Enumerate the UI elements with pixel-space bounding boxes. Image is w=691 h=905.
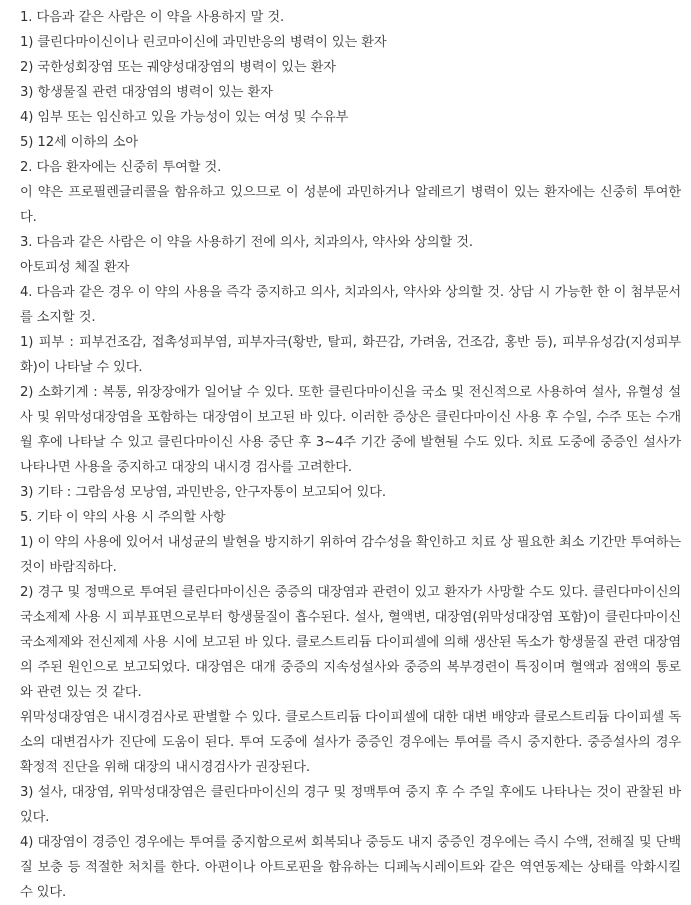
list-item: 4) 대장염이 경증인 경우에는 투여를 중지함으로써 회복되나 중등도 내지 중증인 경우에는 즉시 수액, 전해질 및 단백질 보충 등 적절한 처치를 한다. 아편이나 아트로핀을 함유하는 디페녹시레이트와 같은 역연동제는 상태를 악화시킬 수 있다. <box>20 835 681 900</box>
list-item: 4) 임부 또는 임신하고 있을 가능성이 있는 여성 및 수유부 <box>20 110 349 125</box>
list-item: 1) 이 약의 사용에 있어서 내성균의 발현을 방지하기 위하여 감수성을 확인하고 치료 상 필요한 최소 기간만 투여하는 것이 바람직하다. <box>20 535 681 575</box>
paragraph: 아토피성 체질 환자 <box>20 260 130 275</box>
list-item: 1) 클린다마이신이나 린코마이신에 과민반응의 병력이 있는 환자 <box>20 35 387 50</box>
list-item: 2) 국한성회장염 또는 궤양성대장염의 병력이 있는 환자 <box>20 60 336 75</box>
contraindication-heading: 1. 다음과 같은 사람은 이 약을 사용하지 말 것. <box>20 10 285 25</box>
list-item: 3) 설사, 대장염, 위막성대장염은 클린다마이신의 경구 및 정맥투여 중지 후 수 주일 후에도 나타나는 것이 관찰된 바 있다. <box>20 785 681 825</box>
list-item: 3) 기타 : 그람음성 모낭염, 과민반응, 안구자통이 보고되어 있다. <box>20 485 387 500</box>
list-item: 2) 경구 및 정맥으로 투여된 클린다마이신은 중증의 대장염과 관련이 있고 환자가 사망할 수도 있다. 클린다마이신의 국소제제 사용 시 피부표면으로부터 항생물질이 흡수된다. 설사, 혈액변, 대장염(위막성대장염 포함)이 클린다마이신 국소제제와 전신제제 사용 시에 보고된 바 있다. 클로스트리듐 다이피셀에 의해 생산된 독소가 항생물질 관련 대장염의 주된 원인으로 보고되었다. 대장염은 대개 중증의 지속성설사와 중증의 복부경련이 특징이며 혈액과 점액의 통로와 관련 있는 것 같다. <box>20 585 681 700</box>
paragraph: 이 약은 프로필렌글리콜을 함유하고 있으므로 이 성분에 과민하거나 알레르기 병력이 있는 환자에는 신중히 투여한다. <box>20 185 681 225</box>
list-item: 2) 소화기계 : 복통, 위장장애가 일어날 수 있다. 또한 클린다마이신을 국소 및 전신적으로 사용하여 설사, 유혈성 설사 및 위막성대장염을 포함하는 대장염이 보고된 바 있다. 이러한 증상은 클린다마이신 사용 후 수일, 수주 또는 수개월 후에 나타날 수 있고 클린다마이신 사용 중단 후 3~4주 기간 중에 발현될 수도 있다. 치료 도중에 중증인 설사가 나타나면 사용을 중지하고 대장의 내시경 검사를 고려한다. <box>20 385 681 475</box>
caution-heading: 2. 다음 환자에는 신중히 투여할 것. <box>20 160 222 175</box>
stop-use-heading: 4. 다음과 같은 경우 이 약의 사용을 즉각 중지하고 의사, 치과의사, 약사와 상의할 것. 상담 시 가능한 한 이 첨부문서를 소지할 것. <box>20 285 681 325</box>
other-precautions-heading: 5. 기타 이 약의 사용 시 주의할 사항 <box>20 510 226 525</box>
list-item: 3) 항생물질 관련 대장염의 병력이 있는 환자 <box>20 85 273 100</box>
list-item: 5) 12세 이하의 소아 <box>20 135 139 150</box>
paragraph: 위막성대장염은 내시경검사로 판별할 수 있다. 클로스트리듐 다이피셀에 대한 대변 배양과 클로스트리듐 다이피셀 독소의 대변검사가 진단에 도움이 된다. 투여 도중에 설사가 중증인 경우에는 투여를 즉시 중지한다. 중증설사의 경우 확정적 진단을 위해 대장의 내시경검사가 권장된다. <box>20 710 681 775</box>
list-item: 1) 피부 : 피부건조감, 접촉성피부염, 피부자극(황반, 탈피, 화끈감, 가려움, 건조감, 홍반 등), 피부유성감(지성피부화)이 나타날 수 있다. <box>20 335 681 375</box>
consult-heading: 3. 다음과 같은 사람은 이 약을 사용하기 전에 의사, 치과의사, 약사와 상의할 것. <box>20 235 473 250</box>
